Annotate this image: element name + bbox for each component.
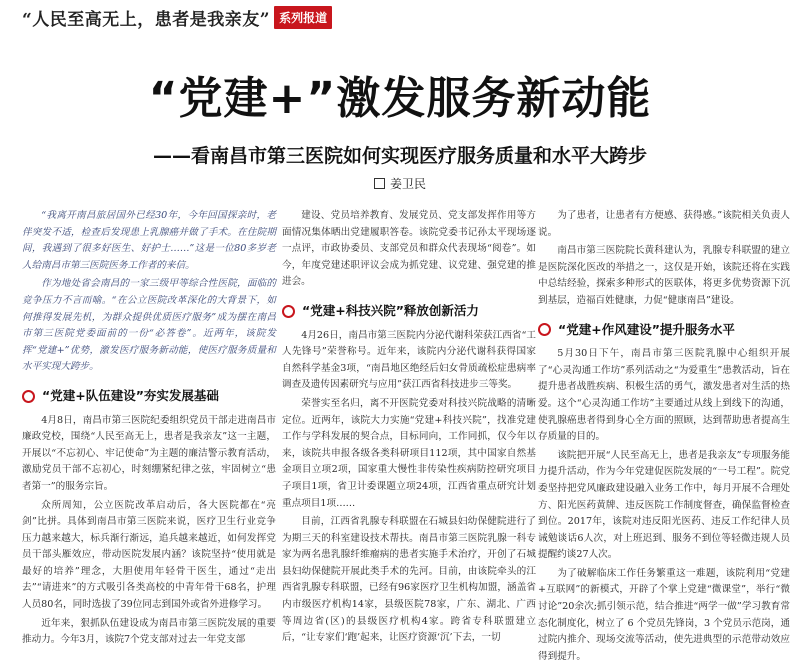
intro-paragraph-1: “我离开南昌旅居国外已经30年，今年回国探亲时，老伴突发不适，检查后发现患上乳腺癌并做了手术。在住院期间，我遇到了很多好医生、好护士……”这是一位80多岁老人给南昌市第三医院医务工作者的来信。	[22, 210, 276, 271]
body-paragraph: 该院把开展“人民至高无上，患者是我亲友”专项服务能力提升活动，作为今年党建促医院发展的“一号工程”。院党委坚持把党风廉政建设融入业务工作中，每月开展不合理处方、阳光医药黄牌、违反医院工作制度督查，确保监督检查到位。2017年，该院对违反阳光医药、违反工作纪律人员诫勉谈话6人次，对上班迟到、服务不到位等轻微违规人员提醒约谈27人次。	[538, 449, 790, 561]
series-banner	[22, 4, 332, 30]
column-3	[538, 208, 790, 662]
section-ring-icon	[282, 305, 295, 318]
section-heading-team	[22, 388, 276, 405]
column-2	[282, 208, 536, 644]
headline: “党建+”激发服务新动能	[148, 73, 652, 124]
section-heading-style	[538, 322, 790, 339]
section-heading-tech	[282, 303, 536, 320]
section-ring-icon	[22, 390, 35, 403]
body-paragraph: 近年来，狠抓队伍建设成为南昌市第三医院发展的重要推动力。今年3月，该院7个党支部对过去一年党支部	[22, 617, 276, 646]
series-tag: 系列报道	[274, 6, 332, 29]
author-box-icon	[374, 178, 385, 189]
series-slogan: “人民至高无上，患者是我亲友”	[22, 9, 271, 30]
subtitle: ——看南昌市第三医院如何实现医疗服务质量和水平大跨步	[152, 145, 647, 167]
body-paragraph: 4月26日，南昌市第三医院内分泌代谢科荣获江西省“工人先锋号”荣誉称号。近年来，该院内分泌代谢科获得国家自然科学基金3项，“南昌地区绝经后妇女骨质疏松症患病率调查及遗传因素研究与应用”获江西省科技进步三等奖。	[282, 329, 536, 391]
author-name: 姜卫民	[389, 177, 426, 191]
byline	[0, 175, 800, 192]
body-paragraph: 南昌市第三医院院长黄科建认为，乳腺专科联盟的建立是医院深化医改的举措之一，这仅是开始，该院还将在实践中总结经验，探索多种形式的医联体，将更多优势资源下沉到基层，造福百姓健康，力促“健康南昌”建设。	[538, 245, 790, 306]
section-ring-icon	[538, 323, 551, 336]
body-paragraph: 为了破解临床工作任务繁重这一难题，该院利用“党建+互联网”的新模式，开辟了个掌上党建“微课堂”，举行“微讨论”20余次;抓引领示范，结合推进“两学一做”学习教育常态化制度化，树立了 6 个党员先锋岗，3 个党员示范岗，通过院内推介、现场交流等活动，使先进典型的示范带动效应得到提升。	[538, 567, 790, 662]
body-paragraph: 4月8日，南昌市第三医院纪委组织党员干部走进南昌市廉政党校，围绕“人民至高无上，患者是我亲友”这一主题，开展以“不忘初心、牢记使命”为主题的廉洁警示教育活动，激励党员干部不忘初心，时刻绷紧纪律之弦，牢固树立“患者第一”的服务宗旨。	[22, 414, 276, 492]
section-heading-text: “党建+作风建设”提升服务水平	[558, 321, 735, 337]
body-paragraph: 5月30日下午，南昌市第三医院乳腺中心组织开展了“心灵沟通工作坊”系列活动之“为爱重生”患教活动，旨在提升患者战胜疾病、积极生活的勇气，激发患者对生活的热爱。这个“心灵沟通工作坊”主要通过从线上到线下的沟通，使乳腺癌患者得到身心全方面的照顾，达到帮助患者提高生存质量的目的。	[538, 348, 790, 443]
body-paragraph: 众所周知，公立医院改革启动后，各大医院都在“亮剑”比拼。具体到南昌市第三医院来说，医疗卫生行业竞争压力越来越大，标兵渐行渐远，追兵越来越近，如何发挥党员干部头雁效应，带动医院发展内涵？该院坚持“使用就是最好的培养”理念，大胆使用年轻骨干医生，通过“走出去”“请进来”的方式吸引各类高校的中青年骨干68名，护理人员80名，同时选拔了39位同志到国外或省外进修学习。	[22, 499, 276, 611]
body-paragraph: 荣誉实至名归，离不开医院党委对科技兴院战略的清晰定位。近两年，该院大力实施“党建+科技兴院”，找准党建工作与学科发展的契合点，目标同向，工作同抓，仅今年以来，该院共申报各级各类科研项目112项，其中国家自然基金项目立项2项，国家重大慢性非传染性疾病防控研究项目子项目1项，省卫计委课题立项24项，江西省重点研究计划重点项目1项……	[282, 397, 536, 509]
body-paragraph: 建设、党员培养教育、发展党员、党支部发挥作用等方面情况集体晒出党建履职答卷。该院党委书记孙太平现场逐一点评，市政协委员、支部党员和群众代表现场“阅卷”。如今，年度党建述职评议会成为抓党建、议党建、强党建的推进会。	[282, 210, 536, 288]
body-paragraph: 为了患者，让患者有方便感、获得感。”该院相关负责人说。	[538, 210, 790, 238]
section-heading-text: “党建+科技兴院”释放创新活力	[302, 302, 479, 318]
column-1	[22, 208, 276, 646]
section-heading-text: “党建+队伍建设”夯实发展基础	[42, 387, 219, 403]
intro-paragraph-2: 作为地处省会南昌的一家三级甲等综合性医院，面临的竞争压力不言而喻。“在公立医院改革深化的大背景下，如何推得发展先机，为群众提供优质医疗服务”成为摆在南昌市第三医院党委面前的一份“必答卷”。近两年，该院发挥“党建+”优势，激发医疗服务新动能，使医疗服务质量和水平实现大跨步。	[22, 278, 276, 373]
body-paragraph: 目前，江西省乳腺专科联盟在石城县妇幼保健院进行了为期三天的科室建设技术帮扶。南昌市第三医院乳腺一科专家为两名患乳腺纤维瘤病的患者实施手术治疗，开创了石城县妇幼保健院开展此类手术的先河。目前，由该院牵头的江西省乳腺专科联盟，已经有96家医疗卫生机构加盟，涵盖省内市级医疗机构14家，县级医院78家，广东、湖北、广西等周边省(区)的县级医疗机构4家。跨省专科联盟建立后，“让专家们‘跑’起来，让医疗资源‘沉’下去，一切	[282, 516, 536, 644]
